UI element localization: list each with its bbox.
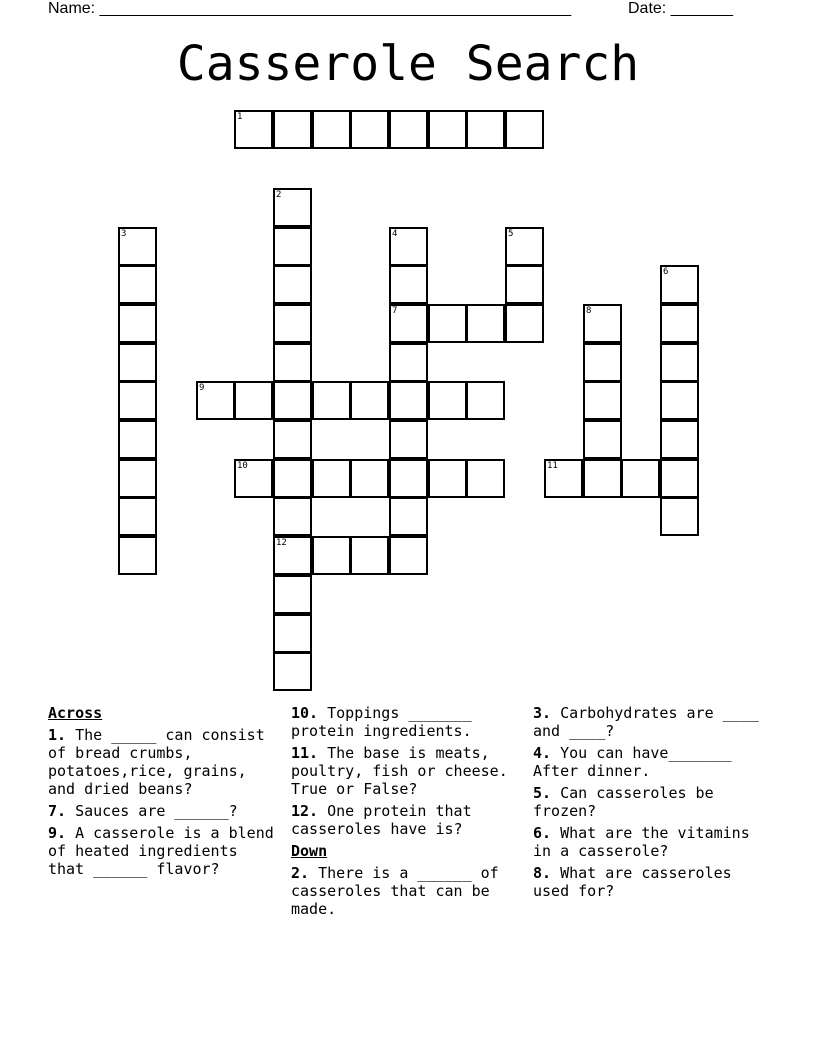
clue-list-col3 <box>533 704 763 900</box>
grid-cell[interactable] <box>389 343 428 382</box>
grid-cell[interactable] <box>505 265 544 304</box>
clue-item-number: 1. <box>48 726 67 744</box>
clue-number-12: 12 <box>276 538 287 548</box>
clue-item <box>533 784 763 820</box>
grid-cell[interactable] <box>118 459 157 498</box>
grid-cell[interactable] <box>389 227 428 266</box>
grid-cell[interactable] <box>583 304 622 343</box>
grid-cell[interactable] <box>660 420 699 459</box>
grid-cell[interactable] <box>118 265 157 304</box>
grid-cell[interactable] <box>196 381 235 420</box>
clue-item-number: 8. <box>533 864 552 882</box>
clue-item-number: 11. <box>291 744 319 762</box>
grid-cell[interactable] <box>273 652 312 691</box>
clue-number-4: 4 <box>392 229 398 239</box>
clue-item <box>291 864 521 918</box>
grid-cell[interactable] <box>428 304 467 343</box>
grid-cell[interactable] <box>234 381 273 420</box>
date-field-label: Date: _______ <box>628 0 733 17</box>
grid-cell[interactable] <box>660 381 699 420</box>
clue-column-2 <box>291 704 521 922</box>
grid-cell[interactable] <box>583 343 622 382</box>
grid-cell[interactable] <box>273 420 312 459</box>
clue-list-col2-down <box>291 864 521 918</box>
clue-item-text: A casserole is a blend of heated ingredients that ______ flavor? <box>48 824 274 878</box>
grid-cell[interactable] <box>350 381 389 420</box>
clue-item-number: 6. <box>533 824 552 842</box>
grid-cell[interactable] <box>466 459 505 498</box>
clue-item-text: The _____ can consist of bread crumbs, potatoes,rice, grains, and dried beans? <box>48 726 265 798</box>
clue-item-number: 5. <box>533 784 552 802</box>
clue-number-2: 2 <box>276 190 282 200</box>
name-field-label: Name: _____________________________________________________ <box>48 0 572 17</box>
clue-item-number: 9. <box>48 824 67 842</box>
clue-item-number: 12. <box>291 802 319 820</box>
down-heading: Down <box>291 842 328 860</box>
grid-cell[interactable] <box>273 304 312 343</box>
clue-number-3: 3 <box>121 229 127 239</box>
clue-number-6: 6 <box>663 267 669 277</box>
clue-list-col2-across <box>291 704 521 838</box>
clue-item-text: What are the vitamins in a casserole? <box>533 824 750 860</box>
clue-column-3 <box>533 704 763 904</box>
grid-cell[interactable] <box>389 381 428 420</box>
clue-item-number: 4. <box>533 744 552 762</box>
clue-item-text: There is a ______ of casseroles that can be made. <box>291 864 499 918</box>
clue-number-11: 11 <box>547 461 558 471</box>
grid-cell[interactable] <box>466 304 505 343</box>
grid-cell[interactable] <box>312 381 351 420</box>
grid-cell[interactable] <box>389 110 428 149</box>
clue-number-10: 10 <box>237 461 248 471</box>
grid-cell[interactable] <box>273 536 312 575</box>
grid-cell[interactable] <box>583 381 622 420</box>
clue-item-text: Sauces are ______? <box>66 802 238 820</box>
grid-cell[interactable] <box>660 497 699 536</box>
clue-number-9: 9 <box>199 383 205 393</box>
grid-cell[interactable] <box>660 459 699 498</box>
grid-cell[interactable] <box>118 497 157 536</box>
grid-cell[interactable] <box>350 536 389 575</box>
clue-item-text: One protein that casseroles have is? <box>291 802 472 838</box>
grid-cell[interactable] <box>660 265 699 304</box>
clue-item <box>533 864 763 900</box>
grid-cell[interactable] <box>505 110 544 149</box>
grid-cell[interactable] <box>273 381 312 420</box>
grid-cell[interactable] <box>389 536 428 575</box>
clue-item <box>291 744 521 798</box>
grid-cell[interactable] <box>312 536 351 575</box>
grid-cell[interactable] <box>350 110 389 149</box>
clue-item <box>291 802 521 838</box>
grid-cell[interactable] <box>389 459 428 498</box>
clue-number-5: 5 <box>508 229 514 239</box>
grid-cell[interactable] <box>428 459 467 498</box>
grid-cell[interactable] <box>389 497 428 536</box>
clue-number-1: 1 <box>237 112 243 122</box>
clue-item <box>533 704 763 740</box>
grid-cell[interactable] <box>505 227 544 266</box>
clue-item-text: What are casseroles used for? <box>533 864 732 900</box>
clue-item <box>533 744 763 780</box>
clue-item <box>291 704 521 740</box>
clue-item <box>533 824 763 860</box>
grid-cell[interactable] <box>273 227 312 266</box>
grid-cell[interactable] <box>312 459 351 498</box>
grid-cell[interactable] <box>583 459 622 498</box>
grid-cell[interactable] <box>273 459 312 498</box>
grid-cell[interactable] <box>273 265 312 304</box>
grid-cell[interactable] <box>466 110 505 149</box>
grid-cell[interactable] <box>273 497 312 536</box>
grid-cell[interactable] <box>466 381 505 420</box>
clue-column-1 <box>48 704 278 882</box>
grid-cell[interactable] <box>118 536 157 575</box>
grid-cell[interactable] <box>118 304 157 343</box>
grid-cell[interactable] <box>273 343 312 382</box>
grid-cell[interactable] <box>273 614 312 653</box>
clue-item <box>48 802 278 820</box>
grid-cell[interactable] <box>389 304 428 343</box>
grid-cell[interactable] <box>234 110 273 149</box>
grid-cell[interactable] <box>118 381 157 420</box>
clue-item-number: 3. <box>533 704 552 722</box>
grid-cell[interactable] <box>660 343 699 382</box>
clue-list-col1 <box>48 726 278 878</box>
grid-cell[interactable] <box>273 188 312 227</box>
grid-cell[interactable] <box>428 110 467 149</box>
clue-item-number: 2. <box>291 864 310 882</box>
grid-cell[interactable] <box>389 265 428 304</box>
grid-cell[interactable] <box>544 459 583 498</box>
clue-item-number: 7. <box>48 802 67 820</box>
clue-item-number: 10. <box>291 704 319 722</box>
grid-cell[interactable] <box>350 459 389 498</box>
grid-cell[interactable] <box>273 110 312 149</box>
clue-item-text: Can casseroles be frozen? <box>533 784 714 820</box>
clue-item-text: Carbohydrates are ____ and ____? <box>533 704 759 740</box>
grid-cell[interactable] <box>621 459 660 498</box>
grid-cell[interactable] <box>428 381 467 420</box>
clue-item <box>48 726 278 798</box>
grid-cell[interactable] <box>234 459 273 498</box>
grid-cell[interactable] <box>389 420 428 459</box>
grid-cell[interactable] <box>660 304 699 343</box>
clue-number-7: 7 <box>392 306 398 316</box>
grid-cell[interactable] <box>583 420 622 459</box>
clue-item-text: Toppings _______ protein ingredients. <box>291 704 472 740</box>
grid-cell[interactable] <box>505 304 544 343</box>
across-heading: Across <box>48 704 103 722</box>
clue-item-text: You can have_______ After dinner. <box>533 744 732 780</box>
clue-number-8: 8 <box>586 306 592 316</box>
grid-cell[interactable] <box>118 227 157 266</box>
clue-item <box>48 824 278 878</box>
grid-cell[interactable] <box>273 575 312 614</box>
grid-cell[interactable] <box>118 420 157 459</box>
grid-cell[interactable] <box>118 343 157 382</box>
clue-item-text: The base is meats, poultry, fish or cheese. True or False? <box>291 744 508 798</box>
grid-cell[interactable] <box>312 110 351 149</box>
page-title: Casserole Search <box>176 36 640 92</box>
